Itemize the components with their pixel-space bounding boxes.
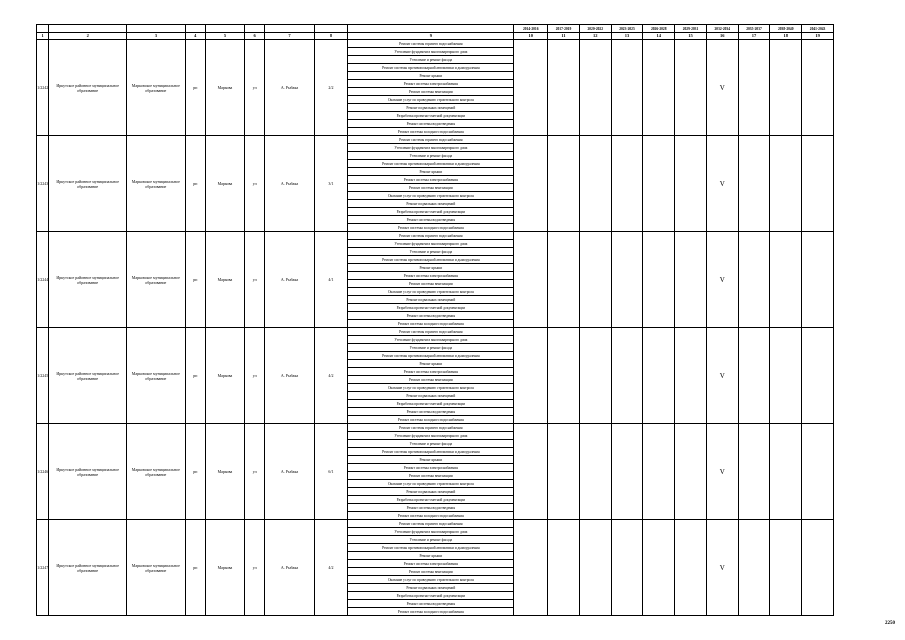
record-id-cell: 1/2246 xyxy=(37,424,49,520)
work-type-cell: Ремонт системы вентиляции xyxy=(348,568,514,576)
header-blank-cell xyxy=(49,25,127,33)
work-type-cell: Ремонт крыши xyxy=(348,360,514,368)
district-cell: Иркутское районное муниципальное образование xyxy=(49,520,127,616)
house-cell: 4/2 xyxy=(314,520,348,616)
schedule-empty-cell xyxy=(770,328,802,424)
work-type-cell: Ремонт системы противопожарной автоматики и дымоудаления xyxy=(348,256,514,264)
street-cell: А. Рыбака xyxy=(265,136,314,232)
column-number-cell: 18 xyxy=(770,33,802,40)
header-blank-cell xyxy=(206,25,245,33)
work-type-cell: Оказание услуг по проведению строительного контроля xyxy=(348,576,514,584)
header-blank-cell xyxy=(314,25,348,33)
period-header-cell: 2035-2037 xyxy=(738,25,770,33)
schedule-empty-cell xyxy=(611,424,643,520)
period-header-cell: 2029-2031 xyxy=(675,25,707,33)
period-header-cell: 2017-2019 xyxy=(548,25,580,33)
street-type-cell: ул xyxy=(244,232,264,328)
record-id-cell: 1/2245 xyxy=(37,328,49,424)
work-type-cell: Ремонт подвальных помещений xyxy=(348,488,514,496)
schedule-empty-cell xyxy=(643,40,675,136)
schedule-empty-cell xyxy=(548,232,580,328)
schedule-empty-cell xyxy=(738,520,770,616)
column-number-cell: 16 xyxy=(706,33,738,40)
settlement-type-cell: рп xyxy=(185,520,205,616)
work-type-cell: Ремонт системы вентиляции xyxy=(348,280,514,288)
work-type-cell: Ремонт системы водоотведения xyxy=(348,216,514,224)
schedule-empty-cell xyxy=(514,424,548,520)
work-type-cell: Разработка проектно-сметной документации xyxy=(348,400,514,408)
work-type-cell: Ремонт системы вентиляции xyxy=(348,472,514,480)
work-type-cell: Ремонт крыши xyxy=(348,552,514,560)
work-type-cell: Ремонт крыши xyxy=(348,264,514,272)
work-type-cell: Ремонт системы противопожарной автоматики и дымоудаления xyxy=(348,160,514,168)
schedule-empty-cell xyxy=(514,136,548,232)
column-number-cell: 10 xyxy=(514,33,548,40)
work-type-cell: Оказание услуг по проведению строительного контроля xyxy=(348,96,514,104)
column-number-cell: 12 xyxy=(579,33,611,40)
work-type-cell: Разработка проектно-сметной документации xyxy=(348,208,514,216)
work-type-cell: Ремонт системы водоотведения xyxy=(348,312,514,320)
work-type-cell: Разработка проектно-сметной документации xyxy=(348,304,514,312)
work-type-cell: Утепление фундамента многоквартирного дома xyxy=(348,432,514,440)
record-first-row xyxy=(37,520,834,528)
schedule-empty-cell xyxy=(675,136,707,232)
work-type-cell: Ремонт системы противопожарной автоматики и дымоудаления xyxy=(348,448,514,456)
work-type-cell: Ремонт системы водоотведения xyxy=(348,600,514,608)
column-number-cell: 7 xyxy=(265,33,314,40)
column-number-cell: 9 xyxy=(348,33,514,40)
work-type-cell: Утепление фундамента многоквартирного дома xyxy=(348,48,514,56)
column-number-cell: 17 xyxy=(738,33,770,40)
column-number-cell: 5 xyxy=(206,33,245,40)
schedule-empty-cell xyxy=(675,328,707,424)
schedule-empty-cell xyxy=(802,40,834,136)
column-number-cell: 11 xyxy=(548,33,580,40)
schedule-empty-cell xyxy=(738,40,770,136)
settlement-type-cell: рп xyxy=(185,136,205,232)
column-number-cell: 1 xyxy=(37,33,49,40)
house-cell: 3/1 xyxy=(314,136,348,232)
schedule-empty-cell xyxy=(514,232,548,328)
work-type-cell: Ремонт системы вентиляции xyxy=(348,184,514,192)
schedule-empty-cell xyxy=(579,520,611,616)
header-blank-cell xyxy=(37,25,49,33)
column-number-cell: 14 xyxy=(643,33,675,40)
column-number-cell: 19 xyxy=(802,33,834,40)
settlement-type-cell: рп xyxy=(185,40,205,136)
work-type-cell: Ремонт системы электроснабжения xyxy=(348,80,514,88)
record-first-row xyxy=(37,424,834,432)
work-type-cell: Утепление фундамента многоквартирного дома xyxy=(348,240,514,248)
period-header-cell: 2020-2022 xyxy=(579,25,611,33)
period-header-cell: 2014-2016 xyxy=(514,25,548,33)
schedule-empty-cell xyxy=(643,328,675,424)
work-type-cell: Утепление и ремонт фасада xyxy=(348,248,514,256)
street-type-cell: ул xyxy=(244,424,264,520)
period-header-cell: 2041-2043 xyxy=(802,25,834,33)
column-number-cell: 4 xyxy=(185,33,205,40)
street-type-cell: ул xyxy=(244,328,264,424)
schedule-mark-cell: V xyxy=(706,232,738,328)
schedule-empty-cell xyxy=(514,40,548,136)
schedule-mark-cell: V xyxy=(706,520,738,616)
work-type-cell: Ремонт системы холодного водоснабжения xyxy=(348,320,514,328)
house-cell: 2/2 xyxy=(314,40,348,136)
schedule-empty-cell xyxy=(611,328,643,424)
schedule-empty-cell xyxy=(802,136,834,232)
schedule-empty-cell xyxy=(643,136,675,232)
work-type-cell: Утепление и ремонт фасада xyxy=(348,536,514,544)
district-cell: Иркутское районное муниципальное образование xyxy=(49,232,127,328)
work-type-cell: Ремонт крыши xyxy=(348,72,514,80)
work-type-cell: Ремонт крыши xyxy=(348,168,514,176)
work-type-cell: Ремонт системы противопожарной автоматики и дымоудаления xyxy=(348,64,514,72)
work-type-cell: Оказание услуг по проведению строительного контроля xyxy=(348,480,514,488)
work-type-cell: Ремонт системы электроснабжения xyxy=(348,272,514,280)
district-cell: Иркутское районное муниципальное образование xyxy=(49,424,127,520)
work-type-cell: Ремонт подвальных помещений xyxy=(348,584,514,592)
register-body xyxy=(37,25,834,616)
record-id-cell: 1/2244 xyxy=(37,232,49,328)
work-type-cell: Ремонт крыши xyxy=(348,456,514,464)
work-type-cell: Ремонт системы горячего водоснабжения xyxy=(348,520,514,528)
record-first-row xyxy=(37,328,834,336)
schedule-empty-cell xyxy=(579,40,611,136)
work-type-cell: Ремонт системы холодного водоснабжения xyxy=(348,416,514,424)
schedule-empty-cell xyxy=(579,328,611,424)
street-type-cell: ул xyxy=(244,520,264,616)
schedule-empty-cell xyxy=(514,328,548,424)
schedule-empty-cell xyxy=(738,328,770,424)
schedule-empty-cell xyxy=(675,232,707,328)
work-type-cell: Ремонт системы горячего водоснабжения xyxy=(348,232,514,240)
record-first-row xyxy=(37,136,834,144)
schedule-empty-cell xyxy=(611,40,643,136)
schedule-mark-cell: V xyxy=(706,40,738,136)
schedule-empty-cell xyxy=(548,328,580,424)
page-number: 2250 xyxy=(885,621,895,626)
work-type-cell: Ремонт системы электроснабжения xyxy=(348,560,514,568)
work-type-cell: Утепление и ремонт фасада xyxy=(348,56,514,64)
header-blank-cell xyxy=(265,25,314,33)
work-type-cell: Ремонт системы горячего водоснабжения xyxy=(348,136,514,144)
work-type-cell: Оказание услуг по проведению строительного контроля xyxy=(348,288,514,296)
municipality-cell: Марковское муниципальное образование xyxy=(127,40,185,136)
work-type-cell: Утепление фундамента многоквартирного дома xyxy=(348,336,514,344)
district-cell: Иркутское районное муниципальное образование xyxy=(49,136,127,232)
municipality-cell: Марковское муниципальное образование xyxy=(127,424,185,520)
schedule-empty-cell xyxy=(611,232,643,328)
record-id-cell: 1/2242 xyxy=(37,40,49,136)
settlement-cell: Маркова xyxy=(206,520,245,616)
schedule-empty-cell xyxy=(579,136,611,232)
schedule-mark-cell: V xyxy=(706,328,738,424)
schedule-empty-cell xyxy=(802,232,834,328)
schedule-empty-cell xyxy=(770,232,802,328)
work-type-cell: Разработка проектно-сметной документации xyxy=(348,112,514,120)
house-cell: 6/1 xyxy=(314,424,348,520)
street-type-cell: ул xyxy=(244,40,264,136)
record-first-row xyxy=(37,232,834,240)
settlement-cell: Маркова xyxy=(206,424,245,520)
settlement-type-cell: рп xyxy=(185,424,205,520)
record-id-cell: 1/2247 xyxy=(37,520,49,616)
schedule-empty-cell xyxy=(643,424,675,520)
work-type-cell: Ремонт системы холодного водоснабжения xyxy=(348,224,514,232)
work-type-cell: Ремонт системы холодного водоснабжения xyxy=(348,128,514,136)
schedule-empty-cell xyxy=(675,40,707,136)
work-type-cell: Ремонт системы электроснабжения xyxy=(348,368,514,376)
schedule-empty-cell xyxy=(548,40,580,136)
work-type-cell: Ремонт подвальных помещений xyxy=(348,200,514,208)
settlement-cell: Маркова xyxy=(206,232,245,328)
schedule-empty-cell xyxy=(579,232,611,328)
period-header-cell: 2023-2025 xyxy=(611,25,643,33)
work-type-cell: Разработка проектно-сметной документации xyxy=(348,592,514,600)
schedule-mark-cell: V xyxy=(706,424,738,520)
column-number-cell: 8 xyxy=(314,33,348,40)
schedule-empty-cell xyxy=(770,136,802,232)
record-id-cell: 1/2243 xyxy=(37,136,49,232)
settlement-type-cell: рп xyxy=(185,232,205,328)
settlement-cell: Маркова xyxy=(206,328,245,424)
schedule-empty-cell xyxy=(675,520,707,616)
work-type-cell: Ремонт системы вентиляции xyxy=(348,88,514,96)
schedule-empty-cell xyxy=(802,424,834,520)
header-blank-cell xyxy=(244,25,264,33)
column-number-cell: 3 xyxy=(127,33,185,40)
work-type-cell: Ремонт системы электроснабжения xyxy=(348,464,514,472)
work-type-cell: Ремонт системы холодного водоснабжения xyxy=(348,608,514,616)
work-type-cell: Утепление фундамента многоквартирного дома xyxy=(348,144,514,152)
work-type-cell: Ремонт системы водоотведения xyxy=(348,408,514,416)
schedule-empty-cell xyxy=(738,232,770,328)
period-header-cell: 2038-2040 xyxy=(770,25,802,33)
municipality-cell: Марковское муниципальное образование xyxy=(127,136,185,232)
schedule-empty-cell xyxy=(611,136,643,232)
work-type-cell: Утепление и ремонт фасада xyxy=(348,440,514,448)
municipality-cell: Марковское муниципальное образование xyxy=(127,232,185,328)
column-number-cell: 15 xyxy=(675,33,707,40)
schedule-empty-cell xyxy=(675,424,707,520)
work-type-cell: Утепление и ремонт фасада xyxy=(348,344,514,352)
column-number-cell: 13 xyxy=(611,33,643,40)
work-type-cell: Ремонт подвальных помещений xyxy=(348,392,514,400)
street-cell: А. Рыбака xyxy=(265,424,314,520)
period-header-row xyxy=(37,25,834,33)
settlement-cell: Маркова xyxy=(206,40,245,136)
street-cell: А. Рыбака xyxy=(265,328,314,424)
work-type-cell: Утепление фундамента многоквартирного дома xyxy=(348,528,514,536)
header-blank-cell xyxy=(348,25,514,33)
register-table xyxy=(36,24,834,616)
street-type-cell: ул xyxy=(244,136,264,232)
schedule-mark-cell: V xyxy=(706,136,738,232)
column-number-row xyxy=(37,33,834,40)
work-type-cell: Ремонт системы горячего водоснабжения xyxy=(348,424,514,432)
work-type-cell: Ремонт системы горячего водоснабжения xyxy=(348,328,514,336)
work-type-cell: Ремонт подвальных помещений xyxy=(348,104,514,112)
work-type-cell: Ремонт системы электроснабжения xyxy=(348,176,514,184)
work-type-cell: Оказание услуг по проведению строительного контроля xyxy=(348,384,514,392)
settlement-cell: Маркова xyxy=(206,136,245,232)
district-cell: Иркутское районное муниципальное образование xyxy=(49,328,127,424)
column-number-cell: 6 xyxy=(244,33,264,40)
schedule-empty-cell xyxy=(579,424,611,520)
schedule-empty-cell xyxy=(643,520,675,616)
house-cell: 4/1 xyxy=(314,232,348,328)
work-type-cell: Ремонт системы холодного водоснабжения xyxy=(348,512,514,520)
work-type-cell: Ремонт системы водоотведения xyxy=(348,504,514,512)
schedule-empty-cell xyxy=(643,232,675,328)
column-number-cell: 2 xyxy=(49,33,127,40)
work-type-cell: Ремонт подвальных помещений xyxy=(348,296,514,304)
period-header-cell: 2032-2034 xyxy=(706,25,738,33)
schedule-empty-cell xyxy=(770,40,802,136)
street-cell: А. Рыбака xyxy=(265,232,314,328)
schedule-empty-cell xyxy=(611,520,643,616)
work-type-cell: Ремонт системы противопожарной автоматики и дымоудаления xyxy=(348,352,514,360)
schedule-empty-cell xyxy=(770,520,802,616)
schedule-empty-cell xyxy=(738,136,770,232)
work-type-cell: Разработка проектно-сметной документации xyxy=(348,496,514,504)
work-type-cell: Оказание услуг по проведению строительного контроля xyxy=(348,192,514,200)
work-type-cell: Ремонт системы водоотведения xyxy=(348,120,514,128)
schedule-empty-cell xyxy=(548,424,580,520)
work-type-cell: Утепление и ремонт фасада xyxy=(348,152,514,160)
street-cell: А. Рыбака xyxy=(265,40,314,136)
work-type-cell: Ремонт системы вентиляции xyxy=(348,376,514,384)
settlement-type-cell: рп xyxy=(185,328,205,424)
work-type-cell: Ремонт системы горячего водоснабжения xyxy=(348,40,514,48)
schedule-empty-cell xyxy=(770,424,802,520)
work-type-cell: Ремонт системы противопожарной автоматики и дымоудаления xyxy=(348,544,514,552)
schedule-empty-cell xyxy=(514,520,548,616)
house-cell: 4/2 xyxy=(314,328,348,424)
district-cell: Иркутское районное муниципальное образование xyxy=(49,40,127,136)
header-blank-cell xyxy=(127,25,185,33)
schedule-empty-cell xyxy=(548,520,580,616)
schedule-empty-cell xyxy=(548,136,580,232)
schedule-empty-cell xyxy=(802,520,834,616)
street-cell: А. Рыбака xyxy=(265,520,314,616)
period-header-cell: 2026-2028 xyxy=(643,25,675,33)
municipality-cell: Марковское муниципальное образование xyxy=(127,328,185,424)
record-first-row xyxy=(37,40,834,48)
schedule-empty-cell xyxy=(738,424,770,520)
schedule-empty-cell xyxy=(802,328,834,424)
municipality-cell: Марковское муниципальное образование xyxy=(127,520,185,616)
header-blank-cell xyxy=(185,25,205,33)
